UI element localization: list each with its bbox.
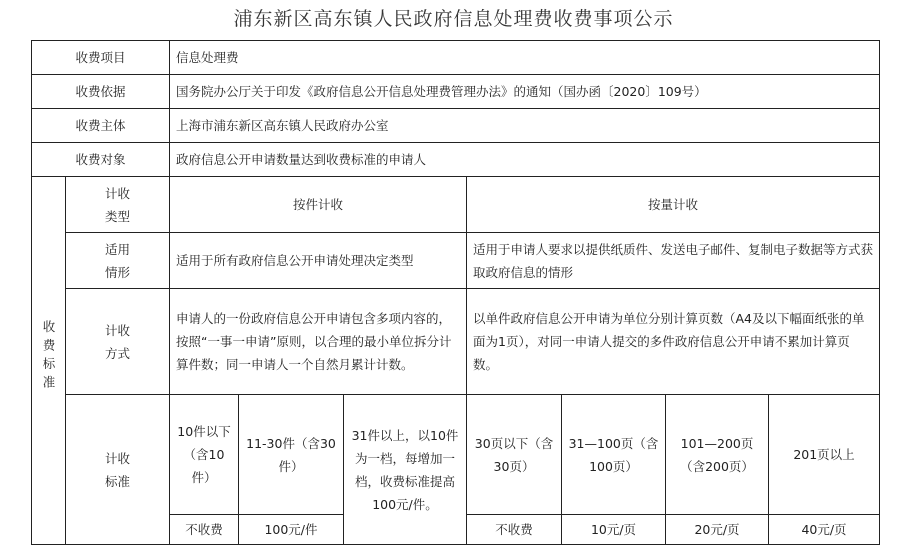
per-volume-tier-1-range: 30页以下（含30页） bbox=[467, 395, 562, 515]
per-item-tier-1-range: 10件以下（含10件） bbox=[170, 395, 239, 515]
per-volume-scope: 适用于申请人要求以提供纸质件、发送电子邮件、复制电子数据等方式获取政府信息的情形 bbox=[467, 233, 880, 289]
per-volume-tier-2-range: 31—100页（含100页） bbox=[562, 395, 666, 515]
per-item-scope: 适用于所有政府信息公开申请处理决定类型 bbox=[170, 233, 467, 289]
per-volume-method: 以单件政府信息公开申请为单位分别计算页数（A4及以下幅面纸张的单面为1页），对同一申请人提交的多件政府信息公开申请不累加计算页数。 bbox=[467, 289, 880, 395]
fee-item-value: 信息处理费 bbox=[170, 41, 880, 75]
per-item-tier-2-range: 11-30件（含30件） bbox=[239, 395, 344, 515]
per-item-tier-3-range: 31件以上，以10件为一档，每增加一档，收费标准提高100元/件。 bbox=[344, 395, 467, 545]
fee-item-label: 收费项目 bbox=[32, 41, 170, 75]
row-scope bbox=[32, 233, 880, 289]
per-volume-tier-4-fee: 40元/页 bbox=[769, 515, 880, 545]
per-volume-tier-2-fee: 10元/页 bbox=[562, 515, 666, 545]
tier-label: 计收标准 bbox=[66, 395, 170, 545]
method-label: 计收方式 bbox=[66, 289, 170, 395]
fee-standard-label bbox=[32, 177, 66, 545]
row-fee-target bbox=[32, 143, 880, 177]
fee-basis-value: 国务院办公厅关于印发《政府信息公开信息处理费管理办法》的通知（国办函〔2020〕109号） bbox=[170, 75, 880, 109]
per-item-tier-1-fee: 不收费 bbox=[170, 515, 239, 545]
per-item-type: 按件计收 bbox=[170, 177, 467, 233]
scope-label: 适用情形 bbox=[66, 233, 170, 289]
fee-table bbox=[31, 40, 880, 545]
fee-target-value: 政府信息公开申请数量达到收费标准的申请人 bbox=[170, 143, 880, 177]
row-method bbox=[32, 289, 880, 395]
per-volume-tier-3-fee: 20元/页 bbox=[666, 515, 769, 545]
row-charge-type bbox=[32, 177, 880, 233]
page-title: 浦东新区高东镇人民政府信息处理费收费事项公示 bbox=[233, 8, 674, 30]
fee-basis-label: 收费依据 bbox=[32, 75, 170, 109]
per-item-method: 申请人的一份政府信息公开申请包含多项内容的，按照“一事一申请”原则，以合理的最小单位拆分计算件数；同一申请人一个自然月累计计数。 bbox=[170, 289, 467, 395]
fee-subject-value: 上海市浦东新区高东镇人民政府办公室 bbox=[170, 109, 880, 143]
fee-standard-label-text: 收费标准 bbox=[41, 320, 56, 394]
row-fee-item bbox=[32, 41, 880, 75]
row-fee-basis bbox=[32, 75, 880, 109]
charge-type-label: 计收类型 bbox=[66, 177, 170, 233]
per-volume-tier-1-fee: 不收费 bbox=[467, 515, 562, 545]
per-item-tier-2-fee: 100元/件 bbox=[239, 515, 344, 545]
fee-subject-label: 收费主体 bbox=[32, 109, 170, 143]
fee-target-label: 收费对象 bbox=[32, 143, 170, 177]
row-fee-subject bbox=[32, 109, 880, 143]
row-tiers bbox=[32, 395, 880, 515]
per-volume-type: 按量计收 bbox=[467, 177, 880, 233]
per-volume-tier-3-range: 101—200页（含200页） bbox=[666, 395, 769, 515]
per-volume-tier-4-range: 201页以上 bbox=[769, 395, 880, 515]
